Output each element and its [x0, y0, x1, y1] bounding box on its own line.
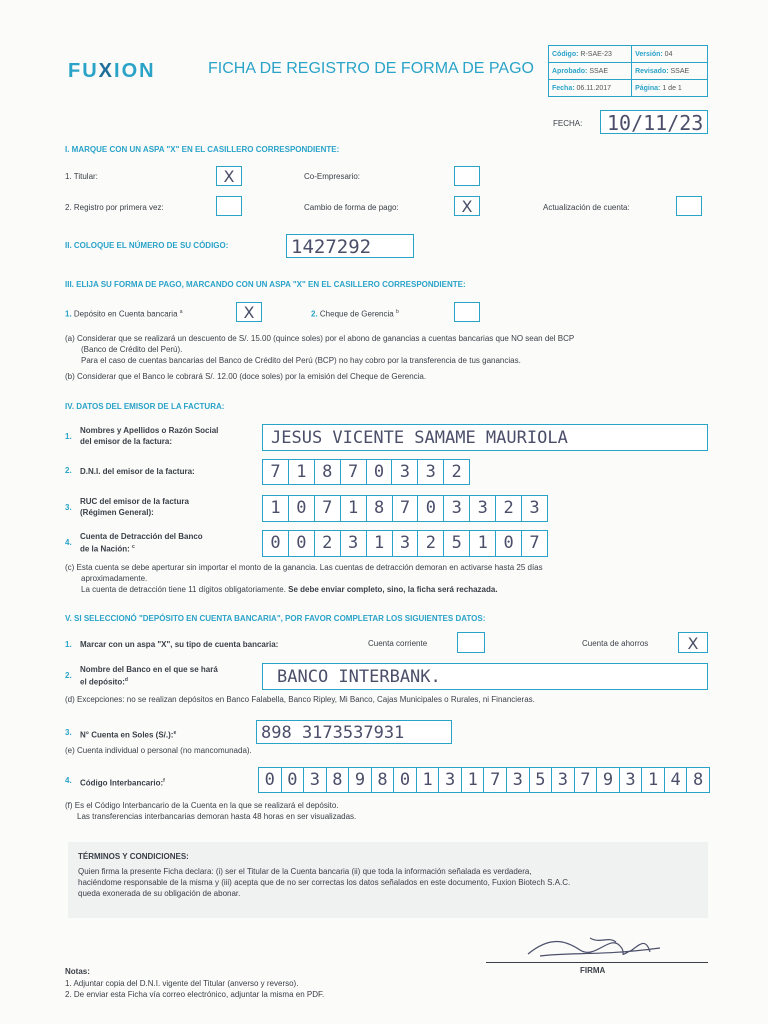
digit-cell: 8	[367, 496, 393, 521]
digit-cell: 0	[418, 496, 444, 521]
digit-cell: 0	[259, 768, 282, 792]
digit-cell: 1	[470, 531, 496, 556]
signature-line	[486, 962, 708, 963]
s5-f3-num: 3.	[65, 728, 72, 737]
digit-cell: 7	[575, 768, 598, 792]
digit-cell: 3	[439, 768, 462, 792]
digit-cell: 3	[470, 496, 496, 521]
digit-cell: 8	[693, 770, 704, 790]
ahorros-label: Cuenta de ahorros	[582, 639, 649, 648]
digit-cell: 1	[263, 496, 289, 521]
digit-cell: 0	[394, 768, 417, 792]
f4-num: 4.	[65, 538, 72, 547]
digit-cell: 0	[282, 768, 305, 792]
digit-cell: 0	[367, 460, 393, 484]
fecha-label: FECHA:	[553, 119, 583, 128]
digit-cell: 1	[417, 768, 440, 792]
section-5-title: V. SI SELECCIONÓ "DEPÓSITO EN CUENTA BANCARIA", POR FAVOR COMPLETAR LOS SIGUIENTES DATOS:	[65, 614, 486, 623]
detraccion-label: Cuenta de Detracción del Banco de la Nación: $^c$	[80, 532, 203, 554]
document-meta-table: Código: R-SAE-23 Versión: 04 Aprobado: SSAE Revisado: SSAE Fecha: 06.11.2017 Página: 1 de 1	[548, 45, 708, 97]
note-c: (c) Esta cuenta se debe aperturar sin importar el monto de la ganancia. Las cuentas de detracción demoran en activarse hasta 25 días aproximadamente. La cuenta de detracción tiene 11 dígitos obligatoriamente. Se debe enviar completo, sino, la ficha será rechazada.	[65, 563, 543, 594]
digit-cell: 7	[341, 460, 367, 484]
codigo-field[interactable]: 1427292	[286, 234, 414, 258]
digit-cell: 9	[349, 768, 372, 792]
digit-cell: 2	[451, 462, 462, 482]
fuxion-logo: FUXION	[68, 60, 156, 82]
digit-cell: 2	[418, 531, 444, 556]
digit-cell: 3	[529, 498, 540, 518]
digit-cell: 1	[341, 496, 367, 521]
f2-num: 2.	[65, 466, 72, 475]
ruc-label: RUC del emisor de la factura (Régimen General):	[80, 497, 189, 517]
cuenta-soles-field[interactable]: 898 3173537931	[256, 720, 452, 744]
corriente-label: Cuenta corriente	[368, 639, 428, 648]
coempresario-label: Co-Empresario:	[304, 172, 361, 181]
detraccion-field[interactable]	[262, 530, 548, 557]
nombre-field[interactable]: JESUS VICENTE SAMAME MAURIOLA	[262, 424, 708, 451]
nombre-label: Nombres y Apellidos o Razón Social del emisor de la factura:	[80, 426, 219, 446]
note-e: (e) Cuenta individual o personal (no mancomunada).	[65, 746, 252, 755]
digit-cell: 8	[327, 768, 350, 792]
digit-cell: 0	[289, 496, 315, 521]
notas-title: Notas:	[65, 967, 90, 976]
banco-label: Nombre del Banco en el que se hará el depósito:$^d$	[80, 665, 218, 687]
digit-cell: 3	[392, 460, 418, 484]
cuenta-soles-label: N° Cuenta en Soles (S/.):$^e$	[80, 730, 177, 740]
registro-label: 2. Registro por primera vez:	[65, 203, 164, 212]
digit-cell: 1	[289, 460, 315, 484]
section-4-title: IV. DATOS DEL EMISOR DE LA FACTURA:	[65, 402, 225, 411]
dni-field[interactable]	[262, 459, 470, 485]
digit-cell: 0	[263, 531, 289, 556]
signature-scribble	[520, 926, 670, 966]
digit-cell: 7	[484, 768, 507, 792]
firma-label: FIRMA	[580, 966, 606, 975]
digit-cell: 7	[315, 496, 341, 521]
actualizacion-label: Actualización de cuenta:	[543, 203, 630, 212]
s5-f4-num: 4.	[65, 776, 72, 785]
section-2-title: II. COLOQUE EL NÚMERO DE SU CÓDIGO:	[65, 241, 229, 250]
s5-f2-num: 2.	[65, 671, 72, 680]
notas-list: 1. Adjuntar copia del D.N.I. vigente del Titular (anverso y reverso). 2. De enviar esta Ficha vía correo electrónico, adjuntar la misma en PDF.	[65, 979, 325, 999]
digit-cell: 8	[315, 460, 341, 484]
digit-cell: 3	[620, 768, 643, 792]
cci-label: Código Interbancario:$^f$	[80, 778, 165, 788]
section-1-title: I. MARQUE CON UN ASPA "X" EN EL CASILLERO CORRESPONDIENTE:	[65, 145, 340, 154]
digit-cell: 3	[552, 768, 575, 792]
digit-cell: 2	[496, 496, 522, 521]
cheque-checkbox[interactable]	[454, 302, 480, 322]
terms-text: Quien firma la presente Ficha declara: (i) ser el Titular de la Cuenta bancaria (ii) que toda la información señalada es verdadera, haciéndome responsable de la misma y (iii) acepta que de no ser correctas los datos señalados en este documento, Fuxion Biotech S.A.C. queda exonerada de su obligación de abonar.	[78, 867, 571, 898]
digit-cell: 5	[444, 531, 470, 556]
note-d: (d) Excepciones: no se realizan depósitos en Banco Falabella, Banco Ripley, Mi Banco, Cajas Municipales o Rurales, ni Financieras.	[65, 695, 535, 704]
dni-label: D.N.I. del emisor de la factura:	[80, 467, 195, 476]
tipo-cuenta-label: Marcar con un aspa "X", su tipo de cuenta bancaria:	[80, 640, 279, 649]
titular-label: 1. Titular:	[65, 172, 98, 181]
digit-cell: 3	[444, 496, 470, 521]
section-3-title: III. ELIJA SU FORMA DE PAGO, MARCANDO CON UN ASPA "X" EN EL CASILLERO CORRESPONDIENTE:	[65, 280, 466, 289]
digit-cell: 3	[304, 768, 327, 792]
digit-cell: 3	[393, 531, 419, 556]
fecha-field[interactable]: 10/11/23	[600, 110, 708, 134]
coempresario-checkbox[interactable]	[454, 166, 480, 186]
ruc-field[interactable]	[262, 495, 548, 522]
digit-cell: 9	[597, 768, 620, 792]
digit-cell: 2	[315, 531, 341, 556]
digit-cell: 0	[496, 531, 522, 556]
digit-cell: 3	[507, 768, 530, 792]
form-title: FICHA DE REGISTRO DE FORMA DE PAGO	[208, 60, 534, 77]
cci-field[interactable]	[258, 767, 710, 793]
digit-cell: 1	[367, 531, 393, 556]
f3-num: 3.	[65, 503, 72, 512]
cheque-label: 2. Cheque de Gerencia $^b$	[311, 309, 399, 319]
digit-cell: 1	[462, 768, 485, 792]
s5-f1-num: 1.	[65, 640, 72, 649]
digit-cell: 4	[665, 768, 688, 792]
cambio-checkbox[interactable]: X	[454, 196, 480, 216]
digit-cell: 7	[529, 533, 540, 553]
digit-cell: 0	[289, 531, 315, 556]
deposito-checkbox[interactable]: X	[236, 302, 262, 322]
ahorros-checkbox[interactable]: X	[678, 632, 708, 653]
f1-num: 1.	[65, 432, 72, 441]
digit-cell: 3	[341, 531, 367, 556]
note-a: (a) Considerar que se realizará un descuento de S/. 15.00 (quince soles) por el abono de ganancias a cuentas bancarias que NO sean del BCP (Banco de Crédito del Perú). Para el caso de cuentas bancarias del Banco de Crédito del Perú (BCP) no hay cobro por la transferencia de tus ganancias.	[65, 334, 575, 365]
note-f: (f) Es el Código Interbancario de la Cuenta en la que se realizará el depósito. Las transferencias interbancarias demoran hasta 48 horas en ser visualizadas.	[65, 801, 357, 821]
digit-cell: 3	[418, 460, 444, 484]
digit-cell: 7	[263, 460, 289, 484]
digit-cell: 1	[642, 768, 665, 792]
digit-cell: 8	[372, 768, 395, 792]
corriente-checkbox[interactable]	[457, 632, 485, 653]
actualizacion-checkbox[interactable]	[676, 196, 702, 216]
terms-title: TÉRMINOS Y CONDICIONES:	[78, 852, 189, 861]
digit-cell: 5	[530, 768, 553, 792]
note-b: (b) Considerar que el Banco le cobrará S/. 12.00 (doce soles) por la emisión del Cheque de Gerencia.	[65, 372, 427, 381]
banco-field[interactable]: BANCO INTERBANK.	[262, 663, 708, 690]
deposito-label: 1. Depósito en Cuenta bancaria $^a$	[65, 309, 183, 319]
digit-cell: 7	[393, 496, 419, 521]
registro-checkbox[interactable]	[216, 196, 242, 216]
titular-checkbox[interactable]: X	[216, 166, 242, 186]
cambio-label: Cambio de forma de pago:	[304, 203, 399, 212]
